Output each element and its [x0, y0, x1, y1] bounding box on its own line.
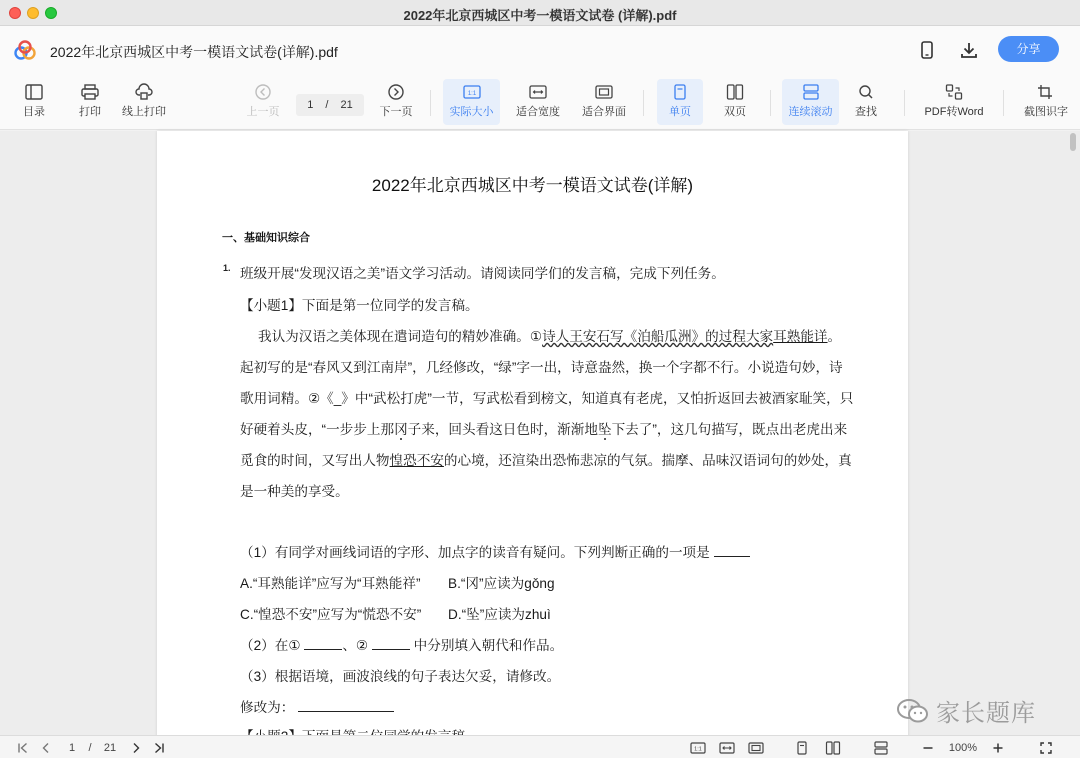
- continuous-scroll-button[interactable]: [782, 79, 839, 125]
- window-title: 2022年北京西城区中考一模语文试卷 (详解).pdf: [403, 8, 677, 23]
- paragraph-line: 歌用词精。②《_》中“武松打虎”一节，写武松看到榜文，知道真有老虎，又怕折返回去被酒家耻笑，只: [240, 391, 854, 406]
- status-bar: [0, 735, 1080, 758]
- first-page-icon[interactable]: [14, 739, 32, 756]
- arrow-right-circle-icon: [387, 84, 405, 100]
- svg-text:1:1: 1:1: [694, 746, 702, 752]
- question-3: （3）根据语境，画波浪线的句子表达欠妥，请修改。: [240, 669, 561, 684]
- fit-window-label: 适合界面: [582, 106, 626, 118]
- svg-text:1:1: 1:1: [467, 91, 476, 97]
- subquestion-1-heading: 【小题1】下面是第一位同学的发言稿。: [240, 298, 479, 313]
- page-number-input[interactable]: [296, 94, 364, 116]
- next-page-button[interactable]: [375, 79, 417, 125]
- online-print-button[interactable]: [118, 79, 170, 125]
- status-page-separator: /: [88, 741, 92, 754]
- paragraph-line: 是一种美的享受。: [240, 484, 349, 499]
- find-button[interactable]: [846, 79, 886, 125]
- print-button[interactable]: [70, 79, 110, 125]
- answer-blank: [714, 545, 750, 557]
- toolbar-divider: [643, 90, 644, 116]
- pdf-to-word-button[interactable]: [919, 79, 989, 125]
- zoom-in-icon[interactable]: [989, 739, 1007, 756]
- single-page-button[interactable]: [657, 79, 703, 125]
- prev-page-button[interactable]: [242, 79, 284, 125]
- paragraph-line: 觅食的时间，又写出人物惶恐不安的心境，还渲染出恐怖悲凉的气氛。揣摩、品味汉语词句的妙处，真: [240, 453, 852, 468]
- toolbar: [0, 74, 1080, 130]
- paragraph-line: 起初写的是“春风又到江南岸”，几经修改，“绿”字一出，诗意盎然，换一个字都不行。小说造句妙，诗: [240, 360, 843, 375]
- continuous-scroll-icon[interactable]: [870, 739, 892, 756]
- actual-size-button[interactable]: [443, 79, 500, 125]
- next-page-icon[interactable]: [127, 739, 145, 756]
- actual-size-icon[interactable]: [688, 739, 708, 756]
- status-current-page[interactable]: 1: [68, 741, 76, 754]
- fit-width-icon[interactable]: [717, 739, 737, 756]
- zoom-level[interactable]: 100%: [948, 741, 978, 754]
- dotted-char: 坠: [597, 422, 612, 437]
- document-viewer[interactable]: [0, 131, 1080, 735]
- double-page-icon: [726, 84, 744, 100]
- pdf-title: 2022年北京西城区中考一模语文试卷(详解): [371, 176, 694, 195]
- underlined-word: 耳熟能详: [773, 329, 828, 344]
- answer-blank: [298, 700, 394, 712]
- revise-line: 修改为：: [240, 696, 394, 716]
- question-2: （2）在① 、② 中分别填入朝代和作品。: [240, 638, 564, 653]
- pdf-to-word-label: PDF转Word: [924, 106, 984, 118]
- arrow-left-circle-icon: [254, 84, 272, 100]
- contents-button[interactable]: [14, 79, 54, 125]
- fit-window-icon[interactable]: [746, 739, 766, 756]
- wechat-icon: [896, 697, 930, 725]
- toolbar-divider: [430, 90, 431, 116]
- status-total-pages: 21: [103, 741, 117, 754]
- question-1: （1）有同学对画线词语的字形、加点字的读音有疑问。下列判断正确的一项是: [240, 541, 750, 561]
- option-a: A.“耳熟能详”应写为“耳熟能祥”: [240, 576, 421, 591]
- section-heading: 一、基础知识综合: [222, 232, 310, 244]
- current-page: 1: [307, 99, 314, 111]
- fit-window-button[interactable]: [577, 79, 631, 125]
- single-page-icon[interactable]: [792, 739, 812, 756]
- sidebar-icon: [25, 84, 43, 100]
- underlined-word: 惶恐不安: [389, 453, 444, 468]
- printer-icon: [81, 84, 99, 100]
- toolbar-divider: [770, 90, 771, 116]
- mobile-icon[interactable]: [915, 38, 939, 62]
- answer-blank: [372, 638, 410, 650]
- last-page-icon[interactable]: [150, 739, 168, 756]
- zoom-out-icon[interactable]: [919, 739, 937, 756]
- pdf-page: [157, 131, 908, 751]
- continuous-scroll-label: 连续滚动: [788, 106, 833, 118]
- ocr-button[interactable]: [1018, 79, 1074, 125]
- total-pages: 21: [340, 99, 353, 111]
- paragraph-line: 我认为汉语之美体现在遣词造句的精妙准确。①诗人王安石写《泊船瓜洲》的过程大家耳熟能详。: [258, 329, 842, 344]
- answer-blank: [304, 638, 342, 650]
- ocr-label: 截图识字: [1024, 106, 1068, 118]
- double-page-label: 双页: [724, 106, 746, 118]
- question-number: 1.: [223, 263, 231, 273]
- print-label: 打印: [79, 106, 101, 118]
- fit-width-icon: [529, 84, 547, 100]
- actual-size-label: 实际大小: [449, 106, 494, 118]
- share-button[interactable]: 分享: [998, 36, 1059, 62]
- toolbar-divider: [1003, 90, 1004, 116]
- cloud-print-icon: [135, 84, 153, 100]
- prev-page-icon[interactable]: [37, 739, 55, 756]
- actual-size-icon: [463, 84, 481, 100]
- option-b: B.“冈”应读为gǒng: [448, 576, 555, 591]
- fullscreen-icon[interactable]: [1037, 739, 1055, 756]
- wavy-sentence: 诗人王安石写《泊船瓜洲》的过程大家: [542, 329, 774, 344]
- watermark: [896, 693, 1036, 728]
- find-label: 查找: [855, 106, 877, 118]
- next-page-label: 下一页: [379, 106, 413, 118]
- double-page-button[interactable]: [713, 79, 757, 125]
- prev-page-label: 上一页: [246, 106, 280, 118]
- crop-icon: [1037, 84, 1055, 100]
- watermark-text: 家长题库: [936, 700, 1036, 727]
- search-icon: [857, 84, 875, 100]
- document-title: 2022年北京西城区中考一模语文试卷(详解).pdf: [50, 44, 338, 60]
- option-d: D.“坠”应读为zhuì: [448, 607, 551, 622]
- download-icon[interactable]: [957, 38, 981, 62]
- fit-window-icon: [595, 84, 613, 100]
- option-c: C.“惶恐不安”应写为“慌恐不安”: [240, 607, 422, 622]
- convert-icon: [945, 84, 963, 100]
- single-page-label: 单页: [669, 106, 691, 118]
- app-logo-icon: [13, 40, 37, 60]
- toolbar-divider: [904, 90, 905, 116]
- scrollbar-thumb[interactable]: [1070, 133, 1076, 151]
- single-page-icon: [671, 84, 689, 100]
- fit-width-label: 适合宽度: [516, 106, 560, 118]
- paragraph-line: 好硬着头皮，“一步步上那冈子来，回头看这日色时，渐渐地坠下去了”，这几句描写，既点出老虎出来: [240, 422, 848, 437]
- continuous-scroll-icon: [802, 84, 820, 100]
- fit-width-button[interactable]: [511, 79, 565, 125]
- app-header: [0, 26, 1080, 74]
- contents-label: 目录: [23, 106, 45, 118]
- online-print-label: 线上打印: [122, 106, 166, 118]
- vertical-scrollbar[interactable]: [1068, 131, 1078, 735]
- page-slash: /: [325, 99, 329, 111]
- double-page-icon[interactable]: [822, 739, 844, 756]
- question-intro: 班级开展“发现汉语之美”语文学习活动。请阅读同学们的发言稿，完成下列任务。: [240, 266, 725, 281]
- title-bar: [0, 0, 1080, 26]
- dotted-char: 冈: [394, 422, 408, 437]
